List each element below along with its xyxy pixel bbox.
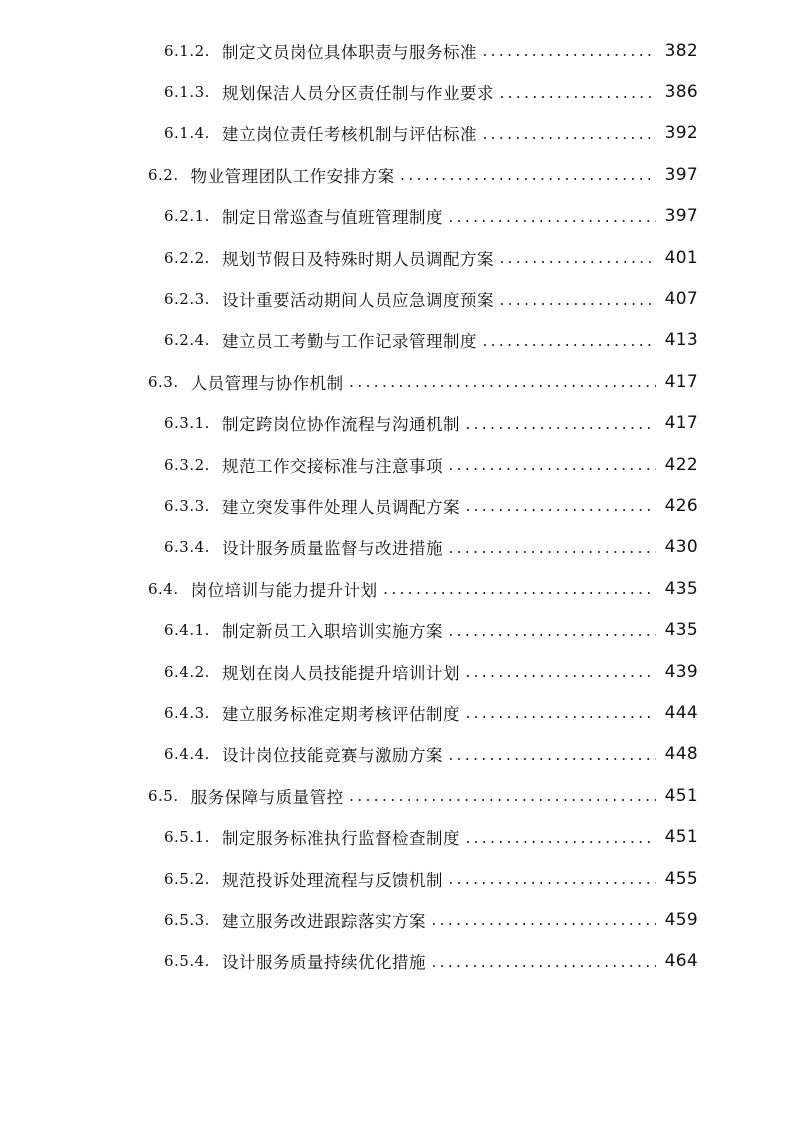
toc-entry-page-number: 392 [664,123,698,144]
toc-entry-6-2-4[interactable] [0,320,793,361]
toc-entry-6-5-1[interactable] [0,816,793,857]
toc-entry-number: 6.2.1. [164,207,210,226]
toc-entry-6-3-4[interactable] [0,527,793,568]
toc-entry-title: 规范投诉处理流程与反馈机制 [221,870,443,890]
dot-leader [498,87,656,102]
toc-entry-6-2[interactable] [0,154,793,195]
toc-entry-page-number: 401 [664,247,698,268]
toc-entry-6-5-4[interactable] [0,941,793,982]
toc-entry-title: 设计服务质量监督与改进措施 [221,539,443,559]
dot-leader [447,625,656,640]
toc-entry-title: 建立突发事件处理人员调配方案 [221,497,460,517]
toc-entry-title: 规划在岗人员技能提升培训计划 [221,663,460,683]
toc-entry-6-4-2[interactable] [0,651,793,692]
dot-leader [348,790,656,805]
toc-entry-6-1-3[interactable] [0,71,793,112]
toc-entry-6-5[interactable] [0,775,793,816]
dot-leader [464,832,656,847]
toc-entry-number: 6.5.4. [164,952,210,971]
dot-leader [498,252,656,267]
toc-entry-6-3-1[interactable] [0,403,793,444]
toc-entry-number: 6.2.2. [164,248,210,267]
dot-leader [481,128,656,143]
toc-entry-page-number: 451 [664,785,698,806]
dot-leader [464,500,656,515]
dot-leader [481,45,656,60]
toc-entry-page-number: 417 [664,371,698,392]
toc-entry-number: 6.3.2. [164,455,210,474]
toc-entry-6-3[interactable] [0,361,793,402]
toc-entry-title: 服务保障与质量管控 [190,787,344,807]
toc-entry-number: 6.3.3. [164,496,210,515]
dot-leader [447,749,656,764]
dot-leader [430,914,656,929]
toc-entry-number: 6.5.2. [164,869,210,888]
toc-entry-title: 设计服务质量持续优化措施 [221,953,426,973]
dot-leader [464,666,656,681]
toc-entry-number: 6.4. [148,579,179,598]
toc-entry-number: 6.4.4. [164,745,210,764]
dot-leader [430,956,656,971]
dot-leader [399,169,656,184]
toc-entry-6-4-4[interactable] [0,734,793,775]
toc-entry-title: 制定文员岗位具体职责与服务标准 [221,42,477,62]
toc-entry-page-number: 386 [664,82,698,103]
toc-entry-number: 6.1.4. [164,124,210,143]
toc-entry-6-4-3[interactable] [0,692,793,733]
toc-entry-title: 人员管理与协作机制 [190,373,344,393]
toc-entry-title: 规范工作交接标准与注意事项 [221,456,443,476]
toc-entry-title: 制定跨岗位协作流程与沟通机制 [221,415,460,435]
toc-entry-number: 6.4.3. [164,703,210,722]
toc-entry-page-number: 422 [664,454,698,475]
toc-entry-title: 设计岗位技能竞赛与激励方案 [221,746,443,766]
toc-entry-number: 6.2.3. [164,290,210,309]
toc-entry-title: 规划保洁人员分区责任制与作业要求 [221,84,494,104]
toc-entry-number: 6.5. [148,786,179,805]
toc-entry-title: 岗位培训与能力提升计划 [190,580,378,600]
toc-entry-number: 6.4.1. [164,621,210,640]
table-of-contents [0,30,793,982]
toc-entry-title: 制定新员工入职培训实施方案 [221,622,443,642]
toc-entry-title: 规划节假日及特殊时期人员调配方案 [221,249,494,269]
toc-entry-page-number: 382 [664,40,698,61]
toc-entry-page-number: 430 [664,537,698,558]
toc-entry-number: 6.3. [148,372,179,391]
dot-leader [447,211,656,226]
toc-entry-number: 6.5.3. [164,910,210,929]
dot-leader [498,294,656,309]
toc-entry-page-number: 435 [664,578,698,599]
toc-entry-page-number: 455 [664,868,698,889]
toc-entry-number: 6.1.3. [164,83,210,102]
toc-entry-number: 6.1.2. [164,41,210,60]
toc-entry-6-3-3[interactable] [0,485,793,526]
toc-entry-6-2-3[interactable] [0,278,793,319]
toc-entry-number: 6.2. [148,165,179,184]
toc-entry-number: 6.2.4. [164,331,210,350]
toc-entry-page-number: 413 [664,330,698,351]
dot-leader [447,542,656,557]
toc-entry-title: 建立岗位责任考核机制与评估标准 [221,125,477,145]
toc-entry-title: 设计重要活动期间人员应急调度预案 [221,291,494,311]
toc-entry-number: 6.4.2. [164,662,210,681]
dot-leader [464,418,656,433]
dot-leader [348,376,656,391]
toc-entry-6-2-1[interactable] [0,196,793,237]
toc-entry-title: 建立员工考勤与工作记录管理制度 [221,332,477,352]
toc-entry-page-number: 444 [664,702,698,723]
toc-entry-number: 6.5.1. [164,828,210,847]
toc-entry-title: 建立服务改进跟踪落实方案 [221,911,426,931]
toc-entry-number: 6.3.1. [164,414,210,433]
toc-entry-title: 物业管理团队工作安排方案 [190,166,395,186]
toc-entry-6-3-2[interactable] [0,444,793,485]
dot-leader [481,335,656,350]
toc-entry-page-number: 435 [664,620,698,641]
toc-entry-page-number: 407 [664,289,698,310]
toc-entry-page-number: 397 [664,206,698,227]
dot-leader [382,583,656,598]
toc-entry-title: 制定日常巡查与值班管理制度 [221,208,443,228]
toc-entry-page-number: 448 [664,744,698,765]
toc-entry-page-number: 397 [664,164,698,185]
toc-entry-6-1-2[interactable] [0,30,793,71]
toc-entry-page-number: 464 [664,951,698,972]
toc-entry-6-1-4[interactable] [0,113,793,154]
toc-entry-title: 制定服务标准执行监督检查制度 [221,829,460,849]
toc-entry-number: 6.3.4. [164,538,210,557]
toc-entry-6-5-3[interactable] [0,899,793,940]
toc-entry-6-5-2[interactable] [0,858,793,899]
dot-leader [447,873,656,888]
toc-entry-page-number: 439 [664,661,698,682]
toc-entry-6-4-1[interactable] [0,609,793,650]
toc-entry-page-number: 426 [664,495,698,516]
dot-leader [447,459,656,474]
toc-entry-page-number: 459 [664,909,698,930]
toc-entry-6-4[interactable] [0,568,793,609]
toc-entry-page-number: 417 [664,413,698,434]
toc-entry-6-2-2[interactable] [0,237,793,278]
toc-entry-page-number: 451 [664,827,698,848]
dot-leader [464,707,656,722]
toc-entry-title: 建立服务标准定期考核评估制度 [221,704,460,724]
